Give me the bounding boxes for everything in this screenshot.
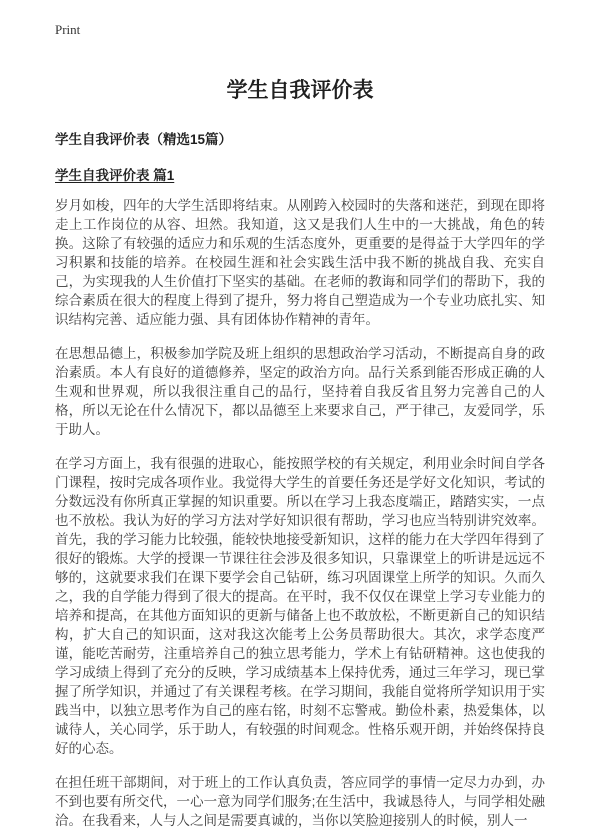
document-title: 学生自我评价表 [226, 79, 374, 102]
paragraph-4: 在担任班干部期间，对于班上的工作认真负责，答应同学的事情一定尽力办到，办不到也要有所交代，一心一意为同学们服务;在生活中，我诚恳待人，与同学相处融洽。在我看来，人与人之间是需要真诚的，当你以笑脸迎接别人的时候，别人一 [55, 775, 545, 828]
document-body [55, 196, 545, 830]
section-heading: 学生自我评价表 篇1 [55, 168, 175, 183]
paragraph-2: 在思想品德上，积极参加学院及班上组织的思想政治学习活动，不断提高自身的政治素质。本人有良好的道德修养，坚定的政治方向。品行关系到能否形成正确的人生观和世界观，所以我很注重自己的品行，坚持着自我反省且努力完善自己的人格，所以无论在什么情况下，都以品德至上来要求自己，严于律己，友爱同学，乐于助人。 [55, 346, 545, 437]
document-subtitle: 学生自我评价表（精选15篇） [55, 132, 233, 147]
print-link[interactable]: Print [55, 22, 81, 37]
paragraph-1: 岁月如梭，四年的大学生活即将结束。从刚跨入校园时的失落和迷茫，到现在即将走上工作岗位的从容、坦然。我知道，这又是我们人生中的一大挑战，角色的转换。这除了有较强的适应力和乐观的生活态度外，更重要的是得益于大学四年的学习积累和技能的培养。在校园生涯和社会实践生活中我不断的挑战自我、充实自己，为实现我的人生价值打下坚实的基础。在老师的教诲和同学们的帮助下，我的综合素质在很大的程度上得到了提升，努力将自己塑造成为一个专业功底扎实、知识结构完善、适应能力强、具有团体协作精神的青年。 [55, 198, 545, 327]
paragraph-3: 在学习方面上，我有很强的进取心，能按照学校的有关规定，利用业余时间自学各门课程，按时完成各项作业。我觉得大学生的首要任务还是学好文化知识，考试的分数远没有你所真正掌握的知识重要。所以在学习上我态度端正，踏踏实实，一点也不放松。我认为好的学习方法对学好知识很有帮助，学习也应当特别讲究效率。首先，我的学习能力比较强，能较快地接受新知识，这样的能力在大学四年得到了很好的锻炼。大学的授课一节课往往会涉及很多知识，只靠课堂上的听讲是远远不够的，这就要求我们在课下要学会自己钻研，练习巩固课堂上所学的知识。久而久之，我的自学能力得到了很大的提高。在平时，我不仅仅在课堂上学习专业能力的培养和提高，在其他方面知识的更新与储备上也不敢放松，不断更新自己的知识结构，扩大自己的知识面，这对我这次能考上公务员帮助很大。其次，求学态度严谨，能吃苦耐劳，注重培养自己的独立思考能力，学术上有钻研精神。这也使我的学习成绩上得到了充分的反映，学习成绩基本上保持优秀，通过三年学习，现已掌握了所学知识，并通过了有关课程考核。在学习期间，我能自觉将所学知识用于实践当中，以独立思考作为自己的座右铭，时刻不忘警戒。勤俭朴素，热爱集体，以诚待人，关心同学，乐于助人，有较强的时间观念。性格乐观开朗，并始终保持良好的心态。 [55, 456, 545, 756]
